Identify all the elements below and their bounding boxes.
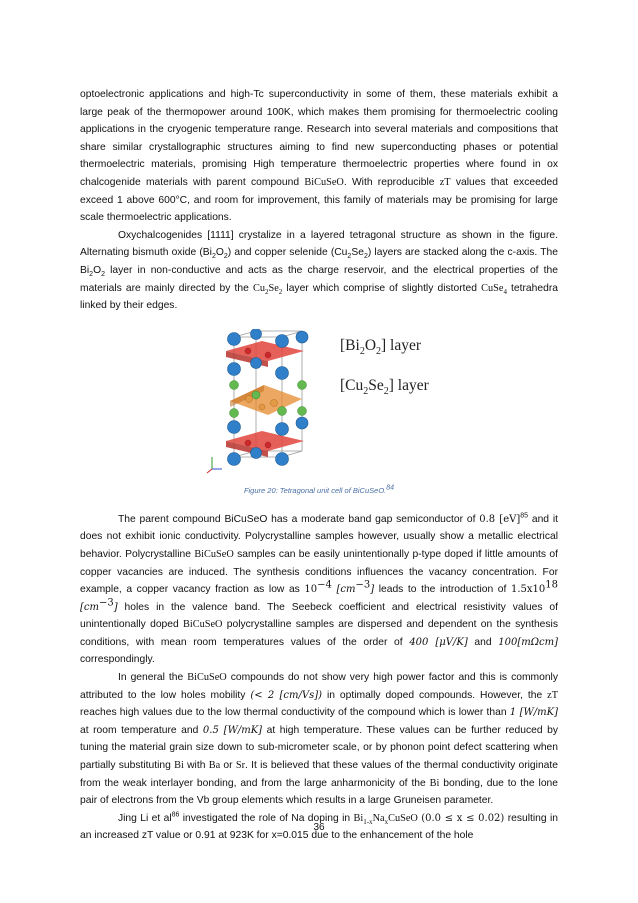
page-number: 36	[313, 822, 325, 833]
bi2o2-layer-label: $[Bi_2O_2]$ layer	[340, 336, 422, 357]
unit-cell-figure	[80, 329, 558, 479]
page-body	[80, 86, 558, 845]
paragraph-1: optoelectronic applications and high-Tc superconductivity in some of them, these materials exhibit a large peak of the thermopower around 100K, which makes them promising for thermoelectric cooling applications in the cryogenic temperature range. Research into several materials and compositions that share similar crystallographic structures aiming to find new superconducting phases or potential thermoelectric materials, promising High temperature thermoelectric properties where found in ox chalcogenide materials with parent compound BiCuSeO. With reproducible zT values that exceeded exceed 1 above 600°C, and room for improvement, this family of materials may be promising for large scale thermoelectric applications.	[80, 89, 558, 224]
figure-caption: Figure 20: Tetragonal unit cell of BiCuSeO.$^{84}$	[243, 484, 395, 495]
cu2se2-layer-label: $[Cu_2Se_2]$ layer	[340, 376, 429, 397]
paragraph-5: Jing Li et $al^{86}$ investigated the role of Na doping in $Bi_{1-x}Na_xCuSeO$ (0.0 ≤ x ≤ 0.02) resulting in an increased zT value or 0.91 at 923K for x=0.015 due to the enhancement of the hole	[80, 811, 558, 842]
paragraph-3: The parent compound BiCuSeO has a moderate band gap semiconductor of 0.8 [eV]$^{85}$ and it does not exhibit ionic conductivity. Polycrystalline samples however, usually show a metallic electrical behavior. Polycrystalline BiCuSeO samples can be easily unintentionally p-type doped if little amounts of copper vacancies are induced. The synthesis conditions influences the vacancy concentration. For example, a copper vacancy fraction as low as $10^{-4}$ $[cm^{-3}]$ leads to the introduction of $1.5x10^{18}$ $[cm^{-3}]$ holes in the valence band. The Seebeck coefficient and electrical resistivity values of unintentionally doped BiCuSeO polycrystalline samples are dispersed and dependent on the synthesis conditions, with mean room temperatures values of the order of 400 [μV/K] and 100[mΩcm] correspondingly.	[80, 512, 558, 666]
axis-indicator	[207, 457, 222, 473]
crystal-structure-image	[204, 329, 324, 479]
paragraph-2: Oxychalcogenides [1111] crystalize in a layered tetragonal structure as shown in the figure. Alternating bismuth oxide $(Bi_2O_2)$ and copper selenide $(Cu_2Se_2)$ layers are stacked along the c-axis. The $Bi_2O_2$ layer in non-conductive and acts as the charge reservoir, and the electrical properties of the materials are mainly directed by the $Cu_2Se_2$ layer which comprise of slightly distorted CuSe$_4$ tetrahedra linked by their edges.	[80, 229, 558, 312]
paragraph-4: In general the BiCuSeO compounds do not show very high power factor and this is commonly attributed to the low holes mobility (< 2 [cm/Vs]) in optimally doped compounds. However, the zT reaches high values due to the low thermal conductivity of the compound which is lower than 1 [W/mK] at room temperature and 0.5 [W/mK] at high temperature. These values can be further reduced by tuning the material grain size down to sub-micrometer scale, or by phonon point defect scattering when partially substituting Bi with Ba or Sr. It is believed that these values of the thermal conductivity originate from the weak interlayer bonding, and from the large anharmonicity of the Bi bonding, due to the lone pair of electrons from the Vb group elements which results in a large Gruneisen parameter.	[80, 672, 559, 807]
